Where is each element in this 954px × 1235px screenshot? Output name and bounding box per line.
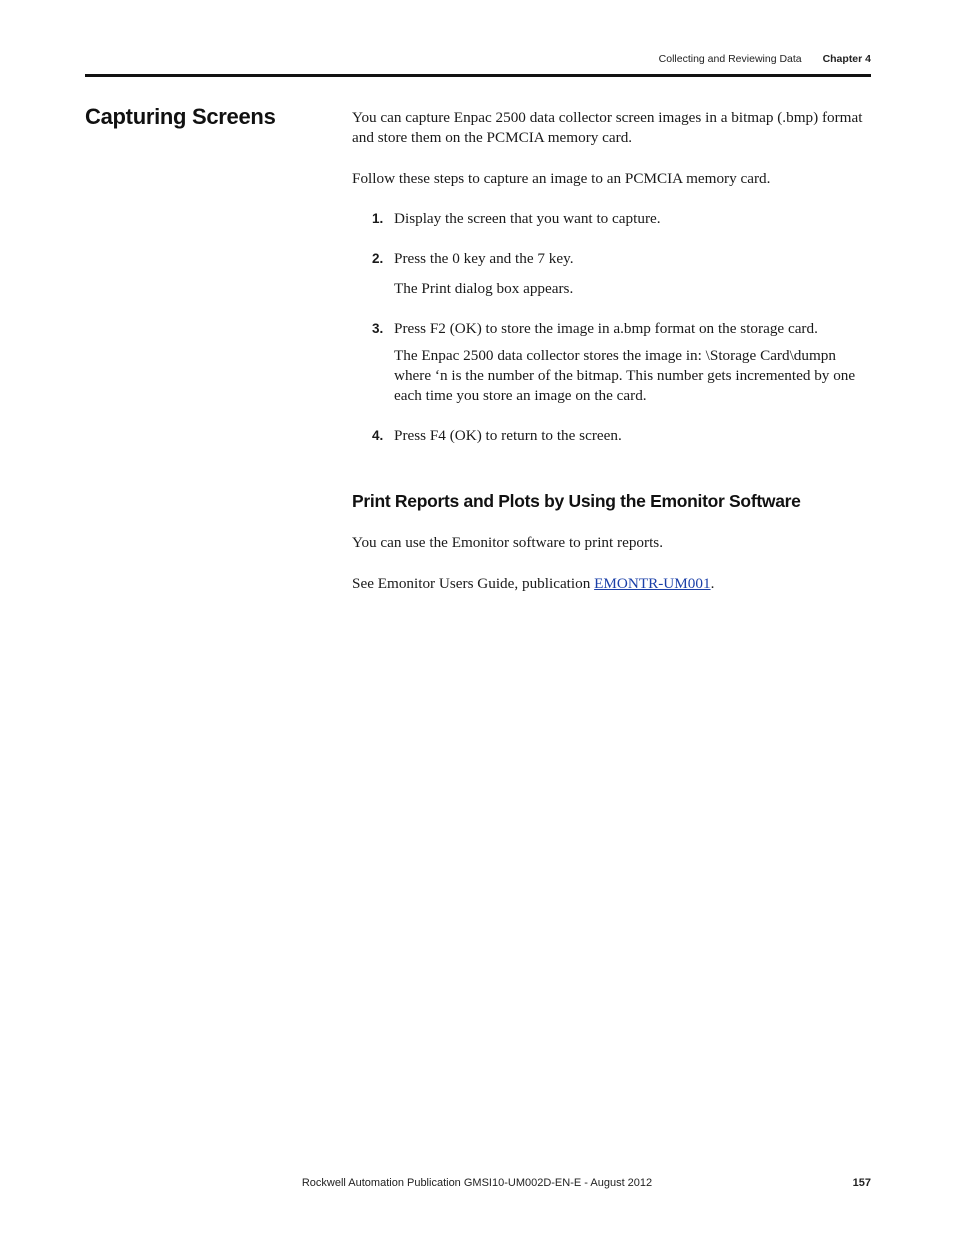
subsection-title: Print Reports and Plots by Using the Emonitor Software [352,491,801,511]
step-text: Press the 0 key and the 7 key. [394,250,574,267]
step-item [352,319,871,406]
steps-list [352,209,871,446]
footer-publication: Rockwell Automation Publication GMSI10-UM002D-EN-E - August 2012 [301,1177,653,1189]
running-header [659,53,871,65]
header-chapter: Chapter 4 [822,53,871,65]
step-item [352,426,871,446]
step-item [352,209,871,229]
see-also-paragraph [352,574,871,594]
step-note: The Enpac 2500 data collector stores the image in: \Storage Card\dumpn where ‘n is the number of the bitmap. This number gets incremented by one each time you store an image on the card. [394,347,856,404]
header-section-title: Collecting and Reviewing Data [658,53,802,65]
step-text: Display the screen that you want to capture. [394,210,661,227]
header-rule [85,74,871,77]
see-also-suffix: . [710,575,715,592]
step-number: 4. [372,428,384,443]
section-title: Capturing Screens [85,104,276,129]
intro-paragraph: You can capture Enpac 2500 data collector screen images in a bitmap (.bmp) format and store them on the PCMCIA memory card. [352,109,863,146]
see-also-prefix: See Emonitor Users Guide, publication [352,575,595,592]
step-number: 2. [372,251,384,266]
step-text: Press F4 (OK) to return to the screen. [394,427,622,444]
step-item [352,249,871,299]
page-number: 157 [852,1177,871,1189]
steps-intro-paragraph: Follow these steps to capture an image to an PCMCIA memory card. [352,170,771,187]
step-text: Press F2 (OK) to store the image in a.bmp format on the storage card. [394,320,818,337]
subsection-paragraph: You can use the Emonitor software to print reports. [352,534,664,551]
publication-link[interactable]: EMONTR-UM001 [594,575,711,592]
step-note: The Print dialog box appears. [394,280,574,297]
body-content [352,108,871,594]
step-number: 1. [372,211,384,226]
step-number: 3. [372,321,384,336]
